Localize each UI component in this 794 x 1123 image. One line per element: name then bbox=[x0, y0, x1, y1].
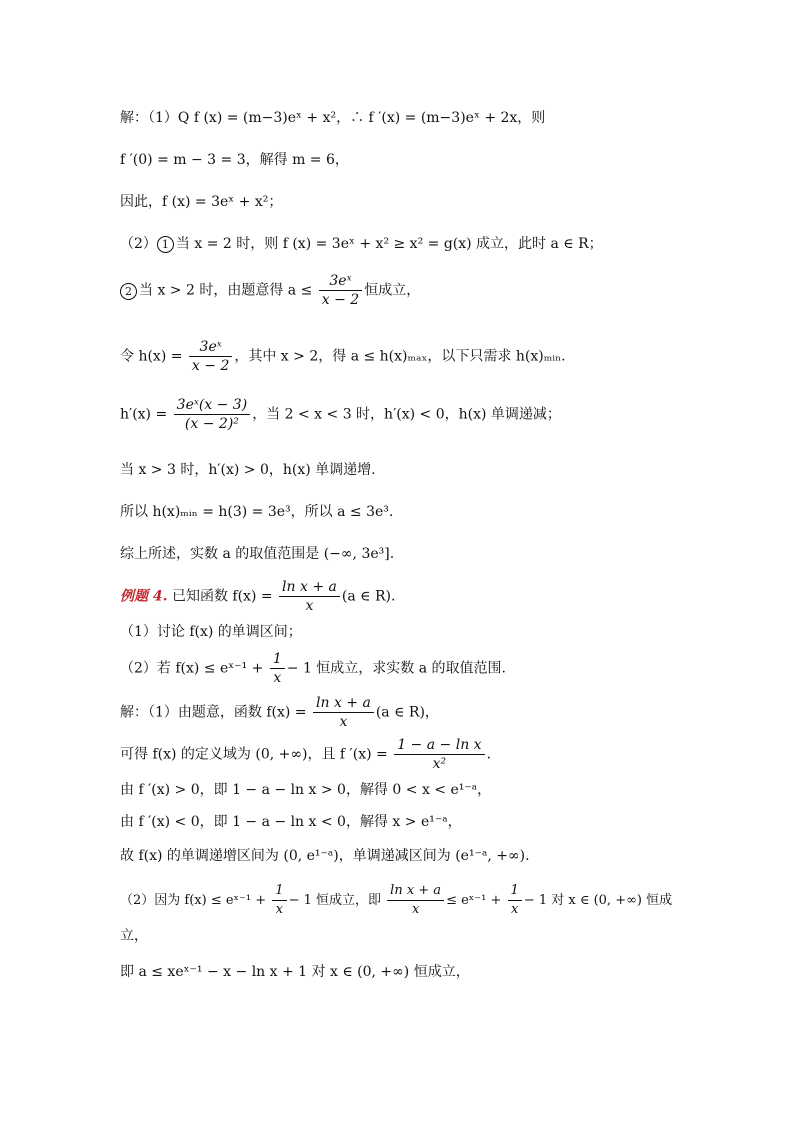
fraction bbox=[279, 578, 340, 615]
fraction bbox=[272, 882, 286, 919]
numerator: 3eˣ(x − 3) bbox=[174, 396, 251, 415]
solution2-line-1 bbox=[120, 694, 439, 731]
text-segment: （2）若 f(x) ≤ eˣ⁻¹ + bbox=[120, 660, 264, 677]
numerator: ln x + a bbox=[279, 578, 340, 597]
text-segment: h′(x) = bbox=[120, 406, 168, 423]
numerator: ln x + a bbox=[313, 694, 374, 713]
denominator: (x − 2)² bbox=[184, 416, 239, 432]
question-part-1 bbox=[120, 622, 302, 642]
denominator: x − 2 bbox=[321, 292, 360, 308]
solution2-line-5 bbox=[120, 846, 530, 866]
text-segment: ≤ eˣ⁻¹ + bbox=[446, 893, 502, 908]
solution2-line-4 bbox=[120, 812, 462, 832]
solution2-line-7 bbox=[120, 926, 148, 946]
denominator: x bbox=[273, 670, 282, 686]
circled-number-2: 2 bbox=[120, 283, 137, 300]
text-segment: 故 f(x) 的单调递增区间为 (0, e¹⁻ᵃ)，单调递减区间为 (e¹⁻ᵃ, +∞). bbox=[120, 848, 530, 864]
fraction bbox=[270, 650, 285, 687]
denominator: x − 2 bbox=[191, 358, 230, 374]
solution-line-9 bbox=[120, 502, 393, 522]
fraction bbox=[313, 694, 374, 731]
solution-line-7 bbox=[120, 396, 561, 433]
fraction bbox=[508, 882, 522, 919]
text-segment: 所以 h(x)ₘᵢₙ = h(3) = 3e³，所以 a ≤ 3e³. bbox=[120, 504, 394, 520]
text-segment: 当 x > 2 时，由题意得 a ≤ bbox=[139, 282, 313, 299]
text-segment: ，当 2 < x < 3 时，h′(x) < 0，h(x) 单调递减； bbox=[252, 406, 561, 423]
text-segment: 恒成立， bbox=[364, 282, 421, 299]
text-segment: 已知函数 f(x) = bbox=[171, 588, 273, 605]
text-segment: （2） bbox=[120, 236, 157, 252]
numerator: 1 bbox=[270, 650, 285, 669]
denominator: x bbox=[411, 902, 420, 917]
text-segment: (a ∈ R)， bbox=[375, 704, 439, 721]
solution-line-4 bbox=[120, 234, 603, 254]
denominator: x bbox=[305, 598, 314, 614]
text-segment: − 1 恒成立，即 bbox=[288, 893, 382, 908]
denominator: x bbox=[511, 902, 519, 917]
fraction bbox=[174, 396, 251, 433]
text-segment: （2）因为 f(x) ≤ eˣ⁻¹ + bbox=[120, 893, 267, 908]
numerator: ln x + a bbox=[387, 882, 444, 901]
text-segment: 综上所述，实数 a 的取值范围是 (−∞, 3e³]. bbox=[120, 546, 395, 562]
solution2-line-6 bbox=[120, 882, 672, 919]
text-segment: − 1 恒成立，求实数 a 的取值范围. bbox=[286, 660, 507, 677]
solution-line-1 bbox=[120, 108, 545, 128]
text-segment: 当 x > 3 时，h′(x) > 0，h(x) 单调递增. bbox=[120, 462, 376, 478]
text-segment: 因此，f (x) = 3eˣ + x²； bbox=[120, 194, 283, 210]
text-segment: ，其中 x > 2，得 a ≤ h(x)ₘₐₓ，以下只需求 h(x)ₘᵢₙ. bbox=[234, 348, 566, 365]
fraction bbox=[319, 272, 362, 309]
question-part-2 bbox=[120, 650, 506, 687]
fraction bbox=[387, 882, 444, 919]
fraction bbox=[394, 736, 484, 773]
circled-number-1: 1 bbox=[157, 236, 174, 253]
solution-line-6 bbox=[120, 338, 566, 375]
numerator: 1 bbox=[508, 882, 522, 901]
example-label: 例题 4. bbox=[120, 588, 168, 605]
numerator: 1 bbox=[272, 882, 286, 901]
solution2-line-3 bbox=[120, 780, 491, 800]
numerator: 3eˣ bbox=[319, 272, 362, 291]
text-segment: 可得 f(x) 的定义域为 (0, +∞)，且 f ′(x) = bbox=[120, 746, 388, 763]
solution-line-5 bbox=[120, 272, 420, 309]
fraction bbox=[189, 338, 232, 375]
numerator: 1 − a − ln x bbox=[394, 736, 484, 755]
solution-line-3 bbox=[120, 192, 282, 212]
text-segment: 解：（1）由题意，函数 f(x) = bbox=[120, 704, 307, 721]
text-segment: 即 a ≤ xeˣ⁻¹ − x − ln x + 1 对 x ∈ (0, +∞) 恒成立， bbox=[120, 964, 470, 980]
text-segment: 由 f ′(x) > 0，即 1 − a − ln x > 0，解得 0 < x < e¹⁻ᵃ， bbox=[120, 782, 492, 798]
text-segment: 解：（1）Q f (x) = (m−3)eˣ + x²，∴ f ′(x) = (m−3)eˣ + 2x，则 bbox=[120, 110, 546, 126]
denominator: x bbox=[339, 714, 348, 730]
text-segment: 由 f ′(x) < 0，即 1 − a − ln x < 0，解得 x > e¹⁻ᵃ， bbox=[120, 814, 462, 830]
example-heading bbox=[120, 578, 395, 615]
text-segment: 当 x = 2 时，则 f (x) = 3eˣ + x² ≥ x² = g(x) 成立，此时 a ∈ R； bbox=[175, 236, 603, 252]
numerator: 3eˣ bbox=[189, 338, 232, 357]
text-segment: . bbox=[486, 746, 492, 763]
text-segment: （1）讨论 f(x) 的单调区间； bbox=[120, 624, 302, 640]
text-segment: 立， bbox=[120, 928, 148, 944]
text-segment: (a ∈ R). bbox=[341, 588, 396, 605]
denominator: x² bbox=[432, 756, 447, 772]
solution-line-2 bbox=[120, 150, 349, 170]
solution-line-8 bbox=[120, 460, 376, 480]
text-segment: f ′(0) = m − 3 = 3，解得 m = 6， bbox=[120, 152, 349, 168]
text-segment: − 1 对 x ∈ (0, +∞) 恒成 bbox=[523, 893, 673, 908]
solution-line-10 bbox=[120, 544, 394, 564]
denominator: x bbox=[275, 902, 284, 917]
solution2-line-2 bbox=[120, 736, 491, 773]
solution2-line-8 bbox=[120, 962, 470, 982]
text-segment: 令 h(x) = bbox=[120, 348, 183, 365]
